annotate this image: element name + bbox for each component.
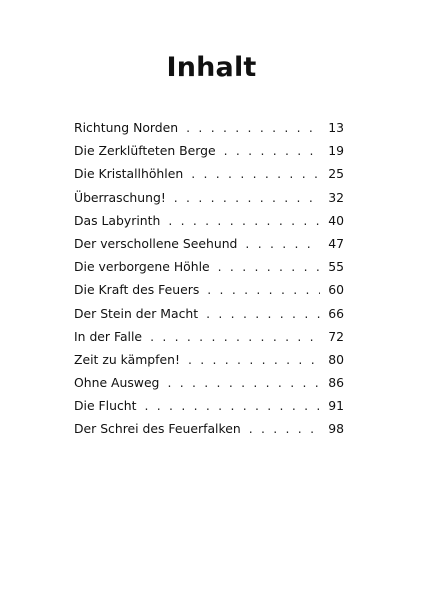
toc-entry <box>74 120 344 143</box>
dot-leader <box>174 190 320 205</box>
toc-entry <box>74 213 344 236</box>
dot-leader <box>224 143 320 158</box>
toc-entry-title: Die Kristallhöhlen <box>74 166 184 182</box>
toc-entry <box>74 259 344 282</box>
dot-leader <box>245 236 320 251</box>
dot-leader <box>249 421 320 436</box>
toc-entry-page: 32 <box>328 189 344 205</box>
toc-entry-page: 19 <box>328 143 344 159</box>
dot-leader <box>145 398 321 413</box>
toc-entry-page: 60 <box>328 282 344 298</box>
toc-entry-title: In der Falle <box>74 328 143 344</box>
toc-entry-page: 66 <box>328 305 344 321</box>
toc-entry-title: Das Labyrinth <box>74 212 161 228</box>
toc-entry-page: 86 <box>328 375 344 391</box>
toc-entry-title: Richtung Norden <box>74 120 179 135</box>
dot-leader <box>186 120 320 135</box>
dot-leader <box>207 282 320 297</box>
dot-leader <box>167 375 320 390</box>
table-of-contents <box>74 120 344 445</box>
toc-entry-page: 25 <box>328 166 344 182</box>
toc-entry-title: Zeit zu kämpfen! <box>74 351 180 367</box>
toc-entry-title: Die verborgene Höhle <box>74 259 210 275</box>
toc-entry-page: 55 <box>328 259 344 275</box>
toc-entry-title: Die Flucht <box>74 398 137 414</box>
toc-entry-page: 91 <box>328 398 344 414</box>
dot-leader <box>150 329 320 344</box>
toc-entry-page: 40 <box>328 212 344 228</box>
toc-entry <box>74 375 344 398</box>
page-title: Inhalt <box>166 52 257 83</box>
toc-entry-title: Ohne Ausweg <box>74 375 160 391</box>
dot-leader <box>218 259 320 274</box>
dot-leader <box>206 306 320 321</box>
toc-entry-page: 47 <box>328 235 344 251</box>
toc-entry <box>74 421 344 444</box>
toc-entry-page: 80 <box>328 351 344 367</box>
toc-entry <box>74 143 344 166</box>
toc-entry <box>74 306 344 329</box>
toc-entry-page: 13 <box>328 120 344 135</box>
toc-entry <box>74 236 344 259</box>
toc-entry-title: Der Schrei des Feuerfalken <box>74 421 241 437</box>
toc-entry-title: Die Kraft des Feuers <box>74 282 200 298</box>
toc-entry <box>74 166 344 189</box>
toc-entry-title: Der verschollene Seehund <box>74 235 238 251</box>
dot-leader <box>191 166 320 181</box>
toc-entry-page: 98 <box>328 421 344 437</box>
toc-entry <box>74 329 344 352</box>
toc-entry <box>74 190 344 213</box>
toc-entry-title: Überraschung! <box>74 189 166 205</box>
toc-entry-title: Die Zerklüfteten Berge <box>74 143 216 159</box>
dot-leader <box>168 213 320 228</box>
toc-entry <box>74 282 344 305</box>
dot-leader <box>188 352 320 367</box>
toc-entry-title: Der Stein der Macht <box>74 305 199 321</box>
toc-entry <box>74 352 344 375</box>
toc-entry <box>74 398 344 421</box>
toc-entry-page: 72 <box>328 328 344 344</box>
